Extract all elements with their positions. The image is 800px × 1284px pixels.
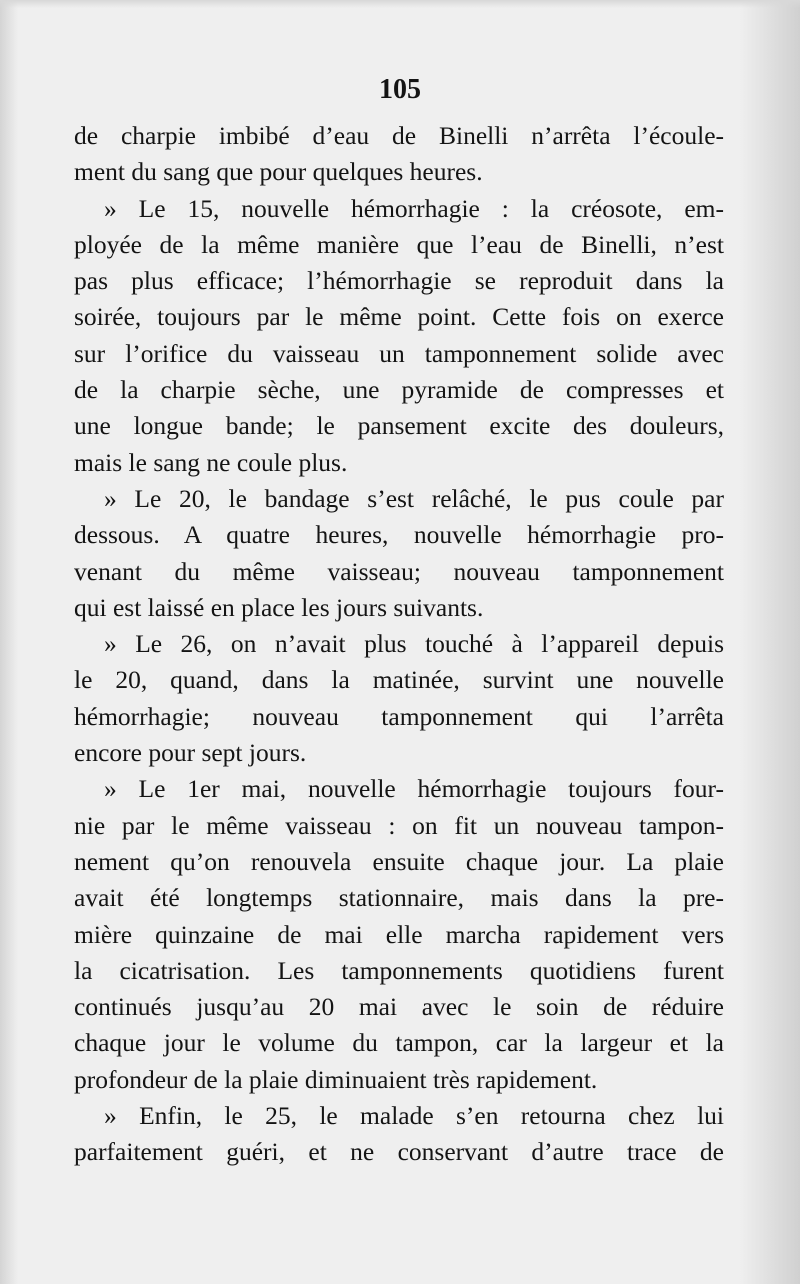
text-line: dessous. A quatre heures, nouvelle hémorrhagie pro- [74,520,724,550]
text-line: continués jusqu’au 20 mai avec le soin de réduire [74,992,724,1022]
text-line: sur l’orifice du vaisseau un tamponnement solide avec [74,338,724,368]
text-line: ployée de la même manière que l’eau de Binelli, n’est [74,229,724,259]
text-line: soirée, toujours par le même point. Cette fois on exerce [74,302,724,332]
text-line: » Le 20, le bandage s’est relâché, le pus coule par [104,483,724,513]
text-line: mais le sang ne coule plus. [74,447,348,477]
body-text [74,118,724,1171]
text-line: » Enfin, le 25, le malade s’en retourna chez lui [104,1101,724,1131]
text-line: de charpie imbibé d’eau de Binelli n’arrêta l’écoule- [74,121,724,150]
text-line: parfaitement guéri, et ne conservant d’autre trace de [74,1137,724,1167]
text-line: » Le 26, on n’avait plus touché à l’appareil depuis [104,629,724,659]
page-top-shadow [0,0,800,8]
page-number: 105 [379,74,421,105]
text-line: de la charpie sèche, une pyramide de compresses et [74,375,724,405]
text-line: profondeur de la plaie diminuaient très rapidement. [74,1064,598,1094]
text-line: encore pour sept jours. [74,738,307,768]
text-line: ment du sang que pour quelques heures. [74,157,483,187]
text-line: venant du même vaisseau; nouveau tamponnement [74,556,724,586]
text-line: chaque jour le volume du tampon, car la largeur et la [74,1028,724,1058]
text-line: pas plus efficace; l’hémorrhagie se reproduit dans la [74,266,724,296]
text-line: » Le 15, nouvelle hémorrhagie : la créosote, em- [104,193,724,223]
text-line: qui est laissé en place les jours suivants. [74,592,484,622]
text-line: hémorrhagie; nouveau tamponnement qui l’arrêta [74,701,724,731]
text-line: nie par le même vaisseau : on fit un nouveau tampon- [74,810,724,840]
page-left-shadow [0,0,18,1284]
text-line: le 20, quand, dans la matinée, survint une nouvelle [74,665,724,695]
text-line: la cicatrisation. Les tamponnements quotidiens furent [74,955,724,985]
text-line: nement qu’on renouvela ensuite chaque jour. La plaie [74,846,724,876]
text-line: avait été longtemps stationnaire, mais dans la pre- [74,883,724,913]
page-right-shadow [740,0,800,1284]
text-line: mière quinzaine de mai elle marcha rapidement vers [74,919,724,949]
text-line: une longue bande; le pansement excite des douleurs, [74,411,724,441]
text-line: » Le 1er mai, nouvelle hémorrhagie toujours four- [104,774,724,804]
